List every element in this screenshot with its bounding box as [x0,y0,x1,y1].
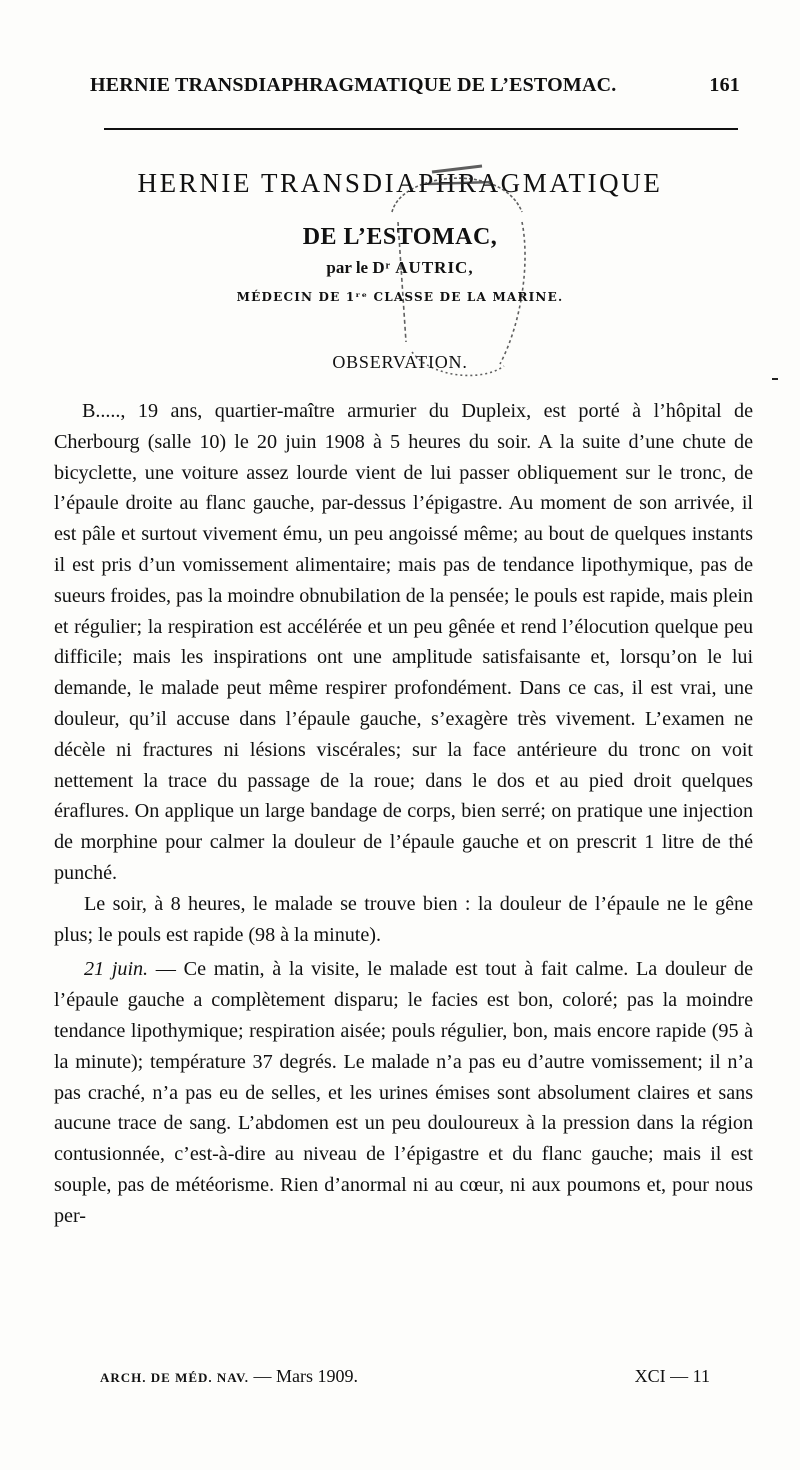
byline [70,258,730,278]
article-title [70,168,730,252]
paragraph: Le soir, à 8 heures, le malade se trouve bien : la douleur de l’épaule ne le gêne plus; le pouls est rapide (98 à la minute). [54,892,753,946]
margin-mark [772,378,778,380]
author-affiliation: MÉDECIN DE 1ʳᵉ CLASSE DE LA MARINE. [236,290,564,304]
paragraph [54,954,753,1231]
running-header [90,74,740,97]
section-heading: OBSERVATION. [332,352,468,372]
byline-prefix: par le [326,258,369,277]
article-title-block [70,168,730,373]
page-number: 161 [709,74,740,96]
author-name: Dʳ AUTRIC, [372,258,474,277]
entry-text: — Ce matin, à la visite, le malade est tout à fait calme. La douleur de l’épaule gauche a complètement disparu; le facies est bon, coloré; pas la moindre tendance lipothymique; respiration aisée; pouls régulier, bon, mais encore rapide (95 à la minute); température 37 degrés. Le malade n’a pas eu d’autre vomissement; il n’a pas craché, n’a pas eu de selles, et les urines émises sont absolument claires et sans aucune trace de sang. L’abdomen est un peu douloureux à la pression dans la région contusionnée, c’est-à-dire au niveau de l’épigastre et du flanc gauche; mais il est souple, pas de météorisme. Rien d’anormal ni au cœur, ni aux poumons et, pour nous per- [54,958,753,1227]
article-title-line1: HERNIE TRANSDIAPHRAGMATIQUE [137,168,663,198]
page-footer [100,1366,710,1387]
entry-date: 21 juin. [84,958,149,981]
article-body [54,396,753,1232]
journal-name: ARCH. DE MÉD. NAV. [100,1370,249,1385]
paragraph: B....., 19 ans, quartier-maître armurier du Dupleix, est porté à l’hôpital de Cherbourg (salle 10) le 20 juin 1908 à 5 heures du soir. A la suite d’une chute de bicyclette, une voiture assez lourde vient de lui passer obliquement sur le tronc, de l’épaule droite au flanc gauche, par-dessus l’épigastre. Au moment de son arrivée, il est pâle et surtout vivement ému, un peu angoissé même; au bout de quelques instants il est pris d’un vomissement alimentaire; mais pas de tendance lipothymique, pas de sueurs froides, pas la moindre obnubilation de la pensée; le pouls est rapide, mais plein et régulier; la respiration est accélérée et un peu gênée et rend l’élocution quelque peu difficile; mais les inspirations ont une amplitude satisfaisante et, lorsqu’on le lui demande, le malade peut même respirer profondément. Dans ce cas, il est vrai, une douleur, qu’il accuse dans l’épaule gauche, s’exagère très vivement. L’examen ne décèle ni fractures ni lésions viscérales; sur la face antérieure du tronc on voit nettement la trace du passage de la roue; dans le dos et au pied droit quelques éraflures. On applique un large bandage de corps, bien serré; on pratique une injection de morphine pour calmer la douleur de l’épaule gauche et on prescrit 1 litre de thé punché. [54,400,753,884]
volume-signature: XCI — 11 [634,1366,710,1386]
article-title-line2: DE L’ESTOMAC, [302,224,498,250]
issue-date: — Mars 1909. [253,1366,358,1386]
header-rule [104,128,738,130]
running-title: HERNIE TRANSDIAPHRAGMATIQUE DE L’ESTOMAC. [90,74,617,96]
